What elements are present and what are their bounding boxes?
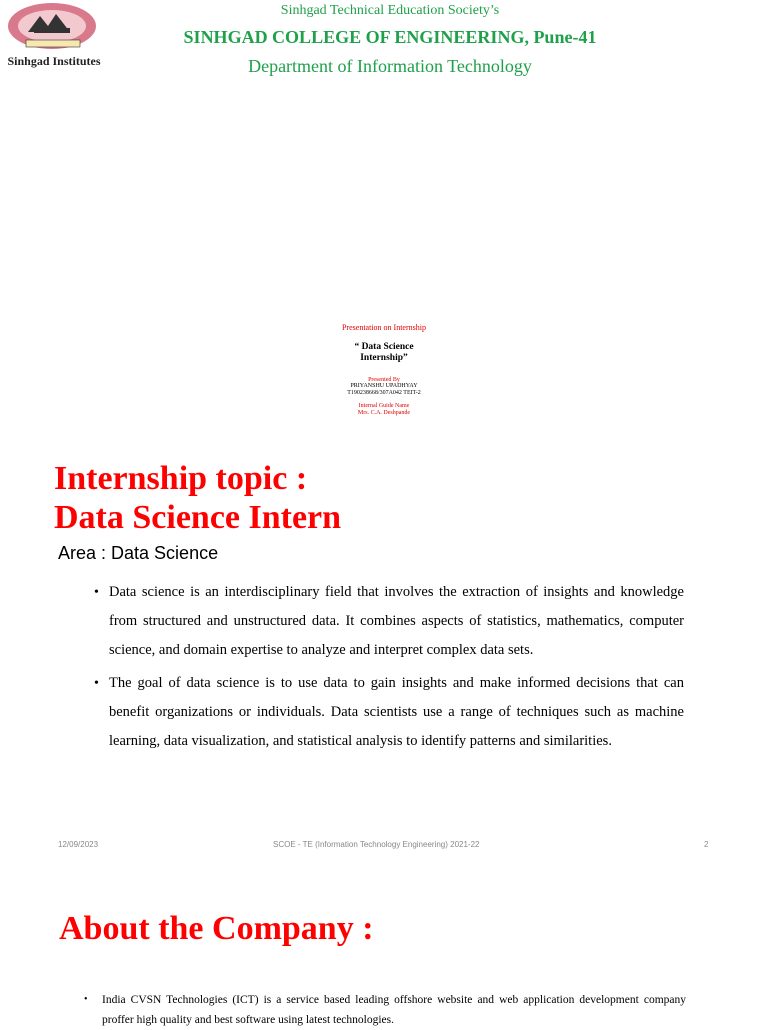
list-item: • India CVSN Technologies (ICT) is a service based leading offshore website and web application development company proffer high quality and best software using latest technologies. xyxy=(84,990,686,1030)
student-roll: T190238668/307A042 TEIT-2 xyxy=(347,390,421,396)
slide2-bullet-list xyxy=(94,578,684,760)
guide-name: Mrs. C.A. Deshpande xyxy=(357,410,411,416)
student-name: PRIYANSHU UPADHYAY xyxy=(350,383,418,389)
department-name: Department of Information Technology xyxy=(248,56,532,76)
slide2-title-line2: Data Science Intern xyxy=(54,499,342,536)
slide3-title: About the Company : xyxy=(59,910,374,947)
society-name: Sinhgad Technical Education Society’s xyxy=(280,3,500,18)
slide2-title-line1: Internship topic : xyxy=(54,460,308,497)
presentation-title-line2: Internship” xyxy=(360,353,408,363)
logo-caption: Sinhgad Institutes xyxy=(7,54,101,68)
footer-date: 12/09/2023 xyxy=(58,840,99,849)
list-item: • Data science is an interdisciplinary field that involves the extraction of insights and knowledge from structured and unstructured data. It combines aspects of statistics, mathematics, computer science, and domain expertise to analyze and interpret complex data sets. xyxy=(94,578,684,665)
area-label: Area : Data Science xyxy=(58,543,219,563)
list-item: • The goal of data science is to use data to gain insights and make informed decisions that can benefit organizations or individuals. Data scientists use a range of techniques such as machine learning, data visualization, and statistical analysis to identify patterns and similarities. xyxy=(94,669,684,756)
presented-by-label: Presented By xyxy=(368,377,400,383)
presentation-title-line1: “ Data Science xyxy=(354,342,414,352)
slide3-bullet-list xyxy=(84,990,686,1030)
footer-page-number: 2 xyxy=(704,840,709,849)
footer-center: SCOE - TE (Information Technology Engineering) 2021-22 xyxy=(273,840,480,849)
institute-emblem-icon xyxy=(4,2,104,56)
presentation-label: Presentation on Internship xyxy=(342,323,426,332)
college-name: SINHGAD COLLEGE OF ENGINEERING, Pune-41 xyxy=(183,27,597,47)
guide-label: Internal Guide Name xyxy=(358,403,410,409)
